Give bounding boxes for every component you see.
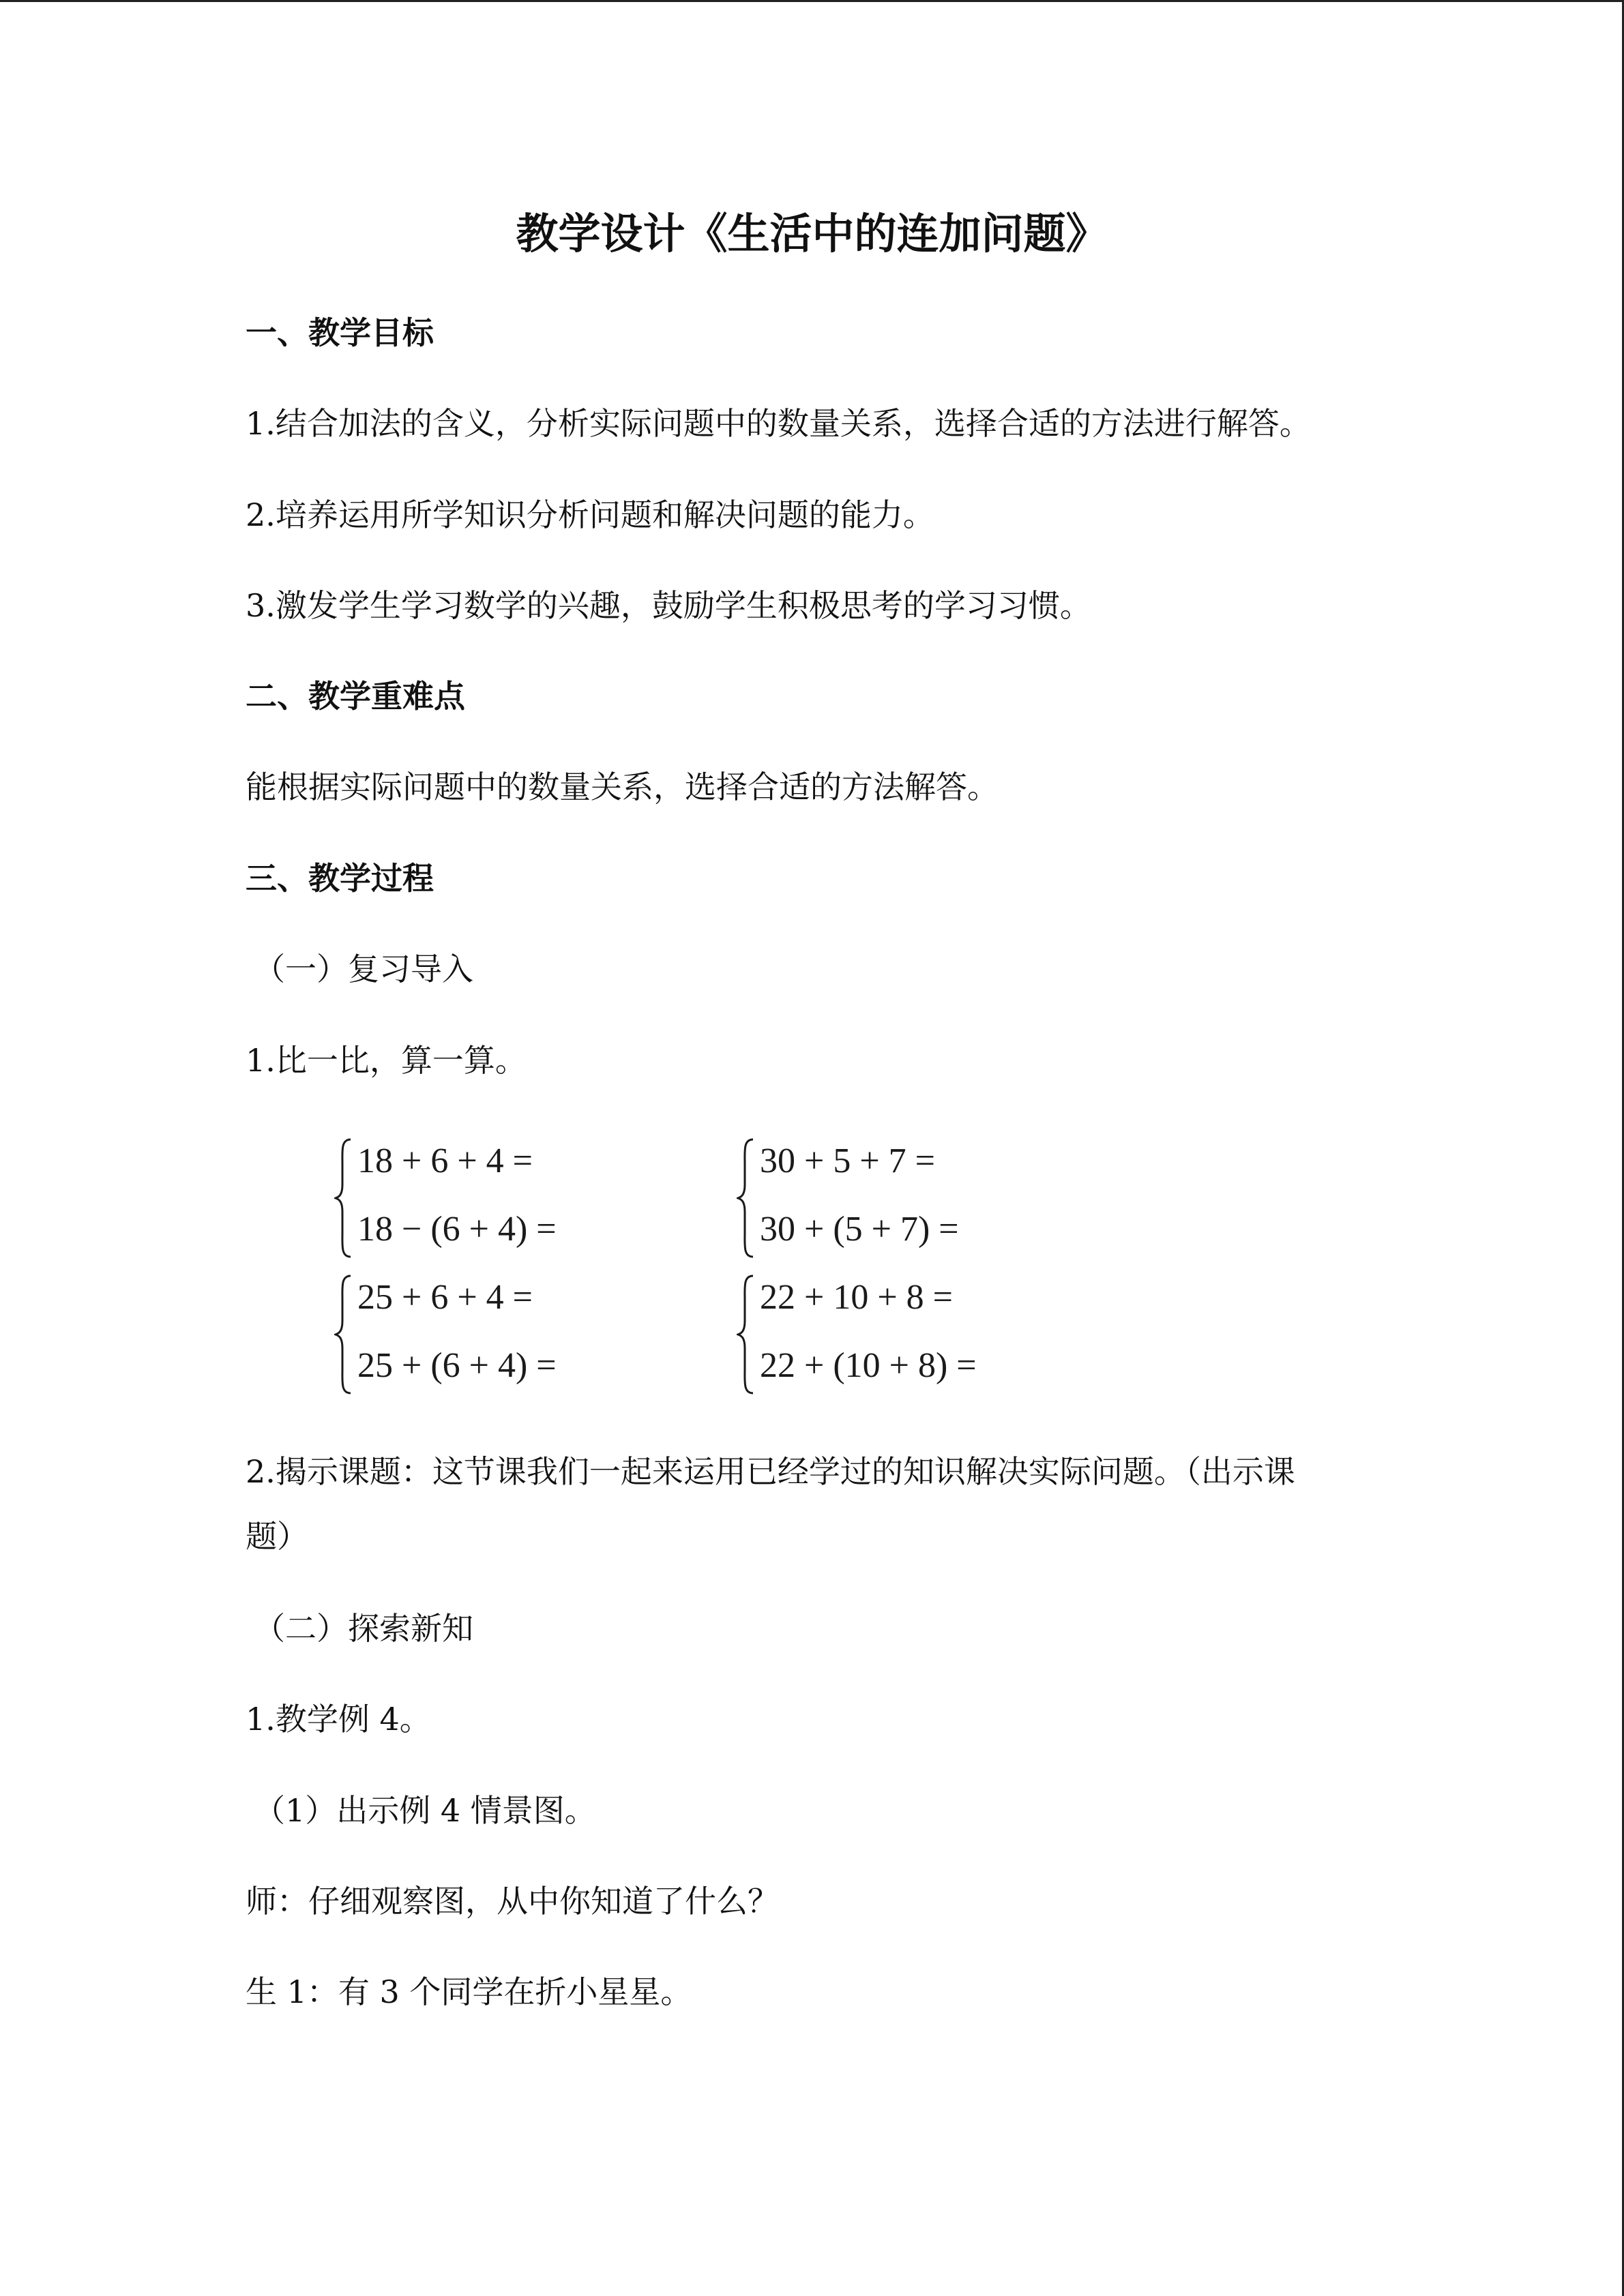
- student-line: 生 1：有 3 个同学在折小星星。: [246, 1973, 692, 2010]
- brace-icon: [737, 1273, 757, 1396]
- reveal-topic-line-2: 题）: [246, 1518, 308, 1555]
- reveal-topic-line-1: 2.揭示课题：这节课我们一起来运用已经学过的知识解决实际问题。（出示课: [246, 1453, 1295, 1490]
- equation-pair: [737, 1134, 1119, 1264]
- subsection-heading-explore: （二）探索新知: [254, 1610, 473, 1647]
- equation-pair: [737, 1270, 1119, 1400]
- goal-item-2: 2.培养运用所学知识分析问题和解决问题的能力。: [246, 496, 934, 533]
- brace-icon: [334, 1137, 355, 1259]
- brace-icon: [334, 1273, 355, 1396]
- goal-item-1: 1.结合加法的含义，分析实际问题中的数量关系，选择合适的方法进行解答。: [246, 405, 1311, 442]
- section-heading-goals: 一、教学目标: [246, 314, 434, 351]
- equation-second: 30 + (5 + 7) =: [760, 1210, 959, 1249]
- brace-icon: [737, 1137, 757, 1259]
- equation-first: 25 + 6 + 4 =: [357, 1278, 533, 1317]
- section-heading-key-points: 二、教学重难点: [246, 678, 465, 715]
- equation-block: [334, 1134, 1084, 1407]
- section-heading-process: 三、教学过程: [246, 860, 434, 897]
- example-subitem: （1）出示例 4 情景图。: [254, 1792, 596, 1829]
- equation-first: 30 + 5 + 7 =: [760, 1142, 935, 1180]
- key-points-text: 能根据实际问题中的数量关系，选择合适的方法解答。: [246, 769, 999, 805]
- subsection-heading-review: （一）复习导入: [254, 951, 473, 987]
- goal-item-3: 3.激发学生学习数学的兴趣，鼓励学生积极思考的学习习惯。: [246, 587, 1091, 624]
- review-item-1: 1.比一比，算一算。: [246, 1042, 527, 1079]
- equation-second: 18 − (6 + 4) =: [357, 1210, 557, 1249]
- equation-second: 22 + (10 + 8) =: [760, 1346, 977, 1385]
- equation-pair: [334, 1134, 716, 1264]
- equation-pair: [334, 1270, 716, 1400]
- equation-first: 22 + 10 + 8 =: [760, 1278, 953, 1317]
- example-item: 1.教学例 4。: [246, 1701, 431, 1738]
- equation-second: 25 + (6 + 4) =: [357, 1346, 557, 1385]
- equation-first: 18 + 6 + 4 =: [357, 1142, 533, 1180]
- page-title: 教学设计《生活中的连加问题》: [516, 209, 1108, 258]
- teacher-line: 师：仔细观察图，从中你知道了什么？: [246, 1883, 779, 1920]
